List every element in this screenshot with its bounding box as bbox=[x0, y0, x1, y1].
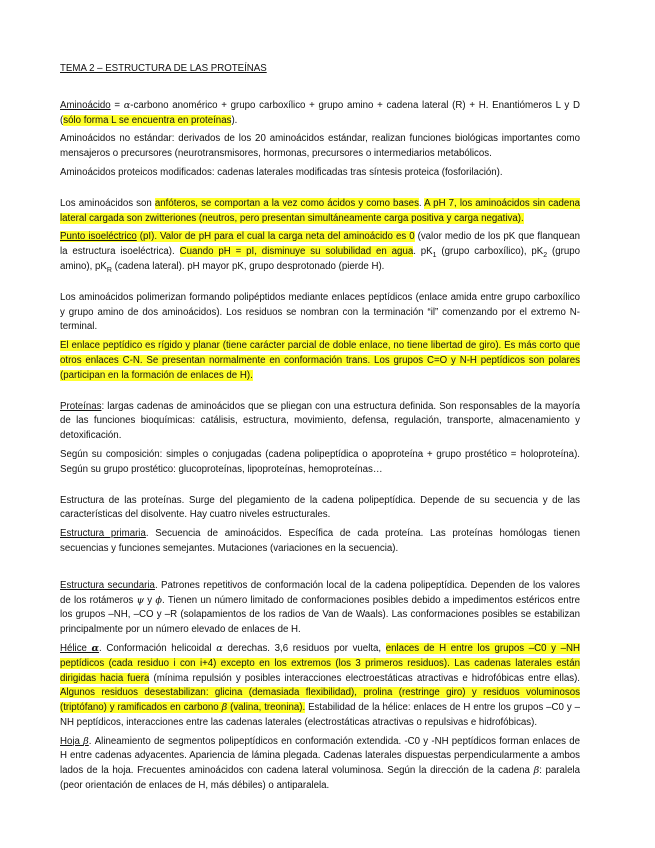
primary-structure-paragraph: Estructura primaria. Secuencia de aminoácidos. Específica de cada proteína. Las proteínas homólogas tienen secuencias y funciones semejantes. Mutaciones (variaciones en la secuencia). bbox=[60, 528, 580, 554]
aminoacid-definition: Aminoácido = α-carbono anomérico + grupo carboxílico + grupo amino + cadena lateral (R) + H. Enantiómeros L y D (sólo forma L se encuentra en proteínas). bbox=[60, 99, 580, 126]
isoelectric-term: Punto isoeléctrico bbox=[60, 231, 137, 243]
highlight: enlaces de H entre los grupos –C0 y –NH peptídicos (cada residuo i con i+4) excepto en los extremos (los 3 primeros residuos). Las cadenas laterales están dirigidas hacia fuera bbox=[60, 642, 580, 684]
structure-intro-paragraph: Estructura de las proteínas. Surge del plegamiento de la cadena polipeptídica. Depende de su secuencia y de las características del disolvente. Hay cuatro niveles estructurales. bbox=[60, 494, 580, 521]
primary-structure-term: Estructura primaria bbox=[60, 528, 146, 540]
secondary-structure-term: Estructura secundaria bbox=[60, 579, 155, 591]
highlight: anfóteros bbox=[154, 197, 196, 209]
alpha-helix-term: Hélice α bbox=[60, 642, 100, 654]
aminoacid-term: Aminoácido bbox=[60, 99, 111, 111]
highlight: A pH 7, los aminoácidos sin cadena lateral cargada son zwitteriones (neutros, pero presentan simultáneamente carga positiva y carga negativa). bbox=[60, 197, 581, 224]
alpha-symbol: α bbox=[91, 642, 100, 654]
beta-symbol: β bbox=[221, 702, 228, 714]
beta-symbol: β bbox=[533, 765, 540, 777]
alpha-helix-paragraph: Hélice α. Conformación helicoidal α derechas. 3,6 residuos por vuelta, enlaces de H entre los grupos –C0 y –NH peptídicos (cada residuo i con i+4) excepto en los extremos (los 3 primeros residuos). Las cadenas laterales están dirigidas hacia fuera (mínima repulsión y posibles interacciones electroestáticas atractivas e hidrofóbicas entre ellas). Algunos residuos desestabilizan: glicina (demasiada flexibilidad), prolina (restringe giro) y residuos voluminosos (triptófano) y ramificados en carbono β (valina, treonina). Estabilidad de la hélice: enlaces de H entre los grupos –C0 y –NH peptídicos, interacciones entre las cadenas laterales (electrostáticas atractivas o repulsivas e hidrofóbicas). bbox=[60, 642, 581, 728]
beta-sheet-paragraph: Hoja β. Alineamiento de segmentos polipeptídicos en conformación extendida. -C0 y -NH peptídicos forman enlaces de H entre cadenas adyacentes. Apariencia de lámina plegada. Cadenas laterales dispuestas perpendicularmente a ambos lados de la hoja. Frecuentes aminoácidos con cadena lateral voluminosa. Según la dirección de la cadena β: paralela (peor orientación de enlaces de H, más débiles) o antiparalela. bbox=[60, 735, 580, 792]
beta-symbol: β bbox=[83, 735, 89, 747]
polymerization-paragraph: Los aminoácidos polimerizan formando polipéptidos mediante enlaces peptídicos (enlace amida entre grupo carboxílico y grupo amino de dos aminoácidos). Los residuos se nombran con la terminación “il” comenzando por el extremo N-terminal. bbox=[60, 291, 580, 333]
alpha-symbol: α bbox=[123, 99, 131, 111]
amphoteric-paragraph: Los aminoácidos son anfóteros, se comportan a la vez como ácidos y como bases. A pH 7, los aminoácidos sin cadena lateral cargada son zwitteriones (neutros, pero presentan simultáneamente carga positiva y carga negativa). bbox=[60, 197, 581, 224]
highlight: sólo forma L se encuentra en proteínas bbox=[63, 114, 232, 126]
peptide-bond-paragraph bbox=[60, 339, 580, 383]
beta-sheet-term: Hoja β bbox=[60, 735, 89, 747]
document-page bbox=[60, 62, 580, 798]
phi-symbol: ϕ bbox=[155, 594, 162, 606]
highlight: Cuando pH = pI, disminuye su solubilidad en agua bbox=[179, 246, 414, 258]
alpha-symbol: α bbox=[216, 642, 223, 654]
highlight: Algunos residuos desestabilizan: glicina (demasiada flexibilidad), prolina (restringe giro) y residuos voluminosos (triptófano) y ramificados en carbono bbox=[60, 687, 580, 714]
psi-symbol: ψ bbox=[136, 594, 145, 606]
proteins-term: Proteínas bbox=[60, 400, 102, 412]
isoelectric-paragraph: Punto isoeléctrico (pI). Valor de pH para el cual la carga neta del aminoácido es 0 (valor medio de los pK que flanquean la estructura isoeléctrica). Cuando pH = pI, disminuye su solubilidad en agua. $pK_1$ (grupo carboxílico), $pK_2$ (grupo amino), $pK_R$ (cadena lateral). pH mayor pK, grupo desprotonado (pierde H). bbox=[60, 231, 581, 274]
highlight: , se comportan a la vez como ácidos y como bases bbox=[195, 197, 419, 209]
page-title: TEMA 2 – ESTRUCTURA DE LAS PROTEÍNAS bbox=[60, 63, 267, 74]
highlight: El enlace peptídico es rígido y planar (tiene carácter parcial de doble enlace, no tiene libertad de giro). Es más corto que otros enlaces C-N. Se presentan normalmente en conformación trans. Los grupos C=O y N-H peptídicos son polares (participan en la formación de enlaces de H). bbox=[60, 340, 580, 381]
highlight: (pI). Valor de pH para el cual la carga neta del aminoácido es 0 bbox=[136, 231, 415, 243]
modified-paragraph: Aminoácidos proteicos modificados: cadenas laterales modificadas tras síntesis proteica (fosforilación). bbox=[60, 166, 503, 178]
proteins-paragraph: Proteínas: largas cadenas de aminoácidos que se pliegan con una estructura definida. Son responsables de la mayoría de las funciones bioquímicas: catálisis, estructura, movimiento, defensa, regulación, transporte, almacenamiento y detoxificación. bbox=[60, 400, 580, 442]
nonstandard-paragraph: Aminoácidos no estándar: derivados de los 20 aminoácidos estándar, realizan funciones biológicas importantes como mensajeros o precursores (neurotransmisores, hormonas, precursores o intermediarios metabólicos. bbox=[60, 133, 580, 160]
highlight: (valina, treonina). bbox=[227, 702, 306, 714]
composition-paragraph: Según su composición: simples o conjugadas (cadena polipeptídica o apoproteína + grupo prostético = holoproteína). Según su grupo prostético: glucoproteínas, lipoproteínas, hemoproteínas… bbox=[60, 448, 580, 475]
secondary-structure-paragraph: Estructura secundaria. Patrones repetitivos de conformación local de la cadena polipeptídica. Dependen de los valores de los rotámeros ψ y ϕ. Tienen un número limitado de conformaciones posibles debido a impedimentos estéricos entre los grupos –NH, –CO y –R (solapamientos de los radios de Van de Waals). Las conformaciones posibles se estabilizan principalmente por un número elevado de enlaces de H. bbox=[60, 579, 581, 636]
